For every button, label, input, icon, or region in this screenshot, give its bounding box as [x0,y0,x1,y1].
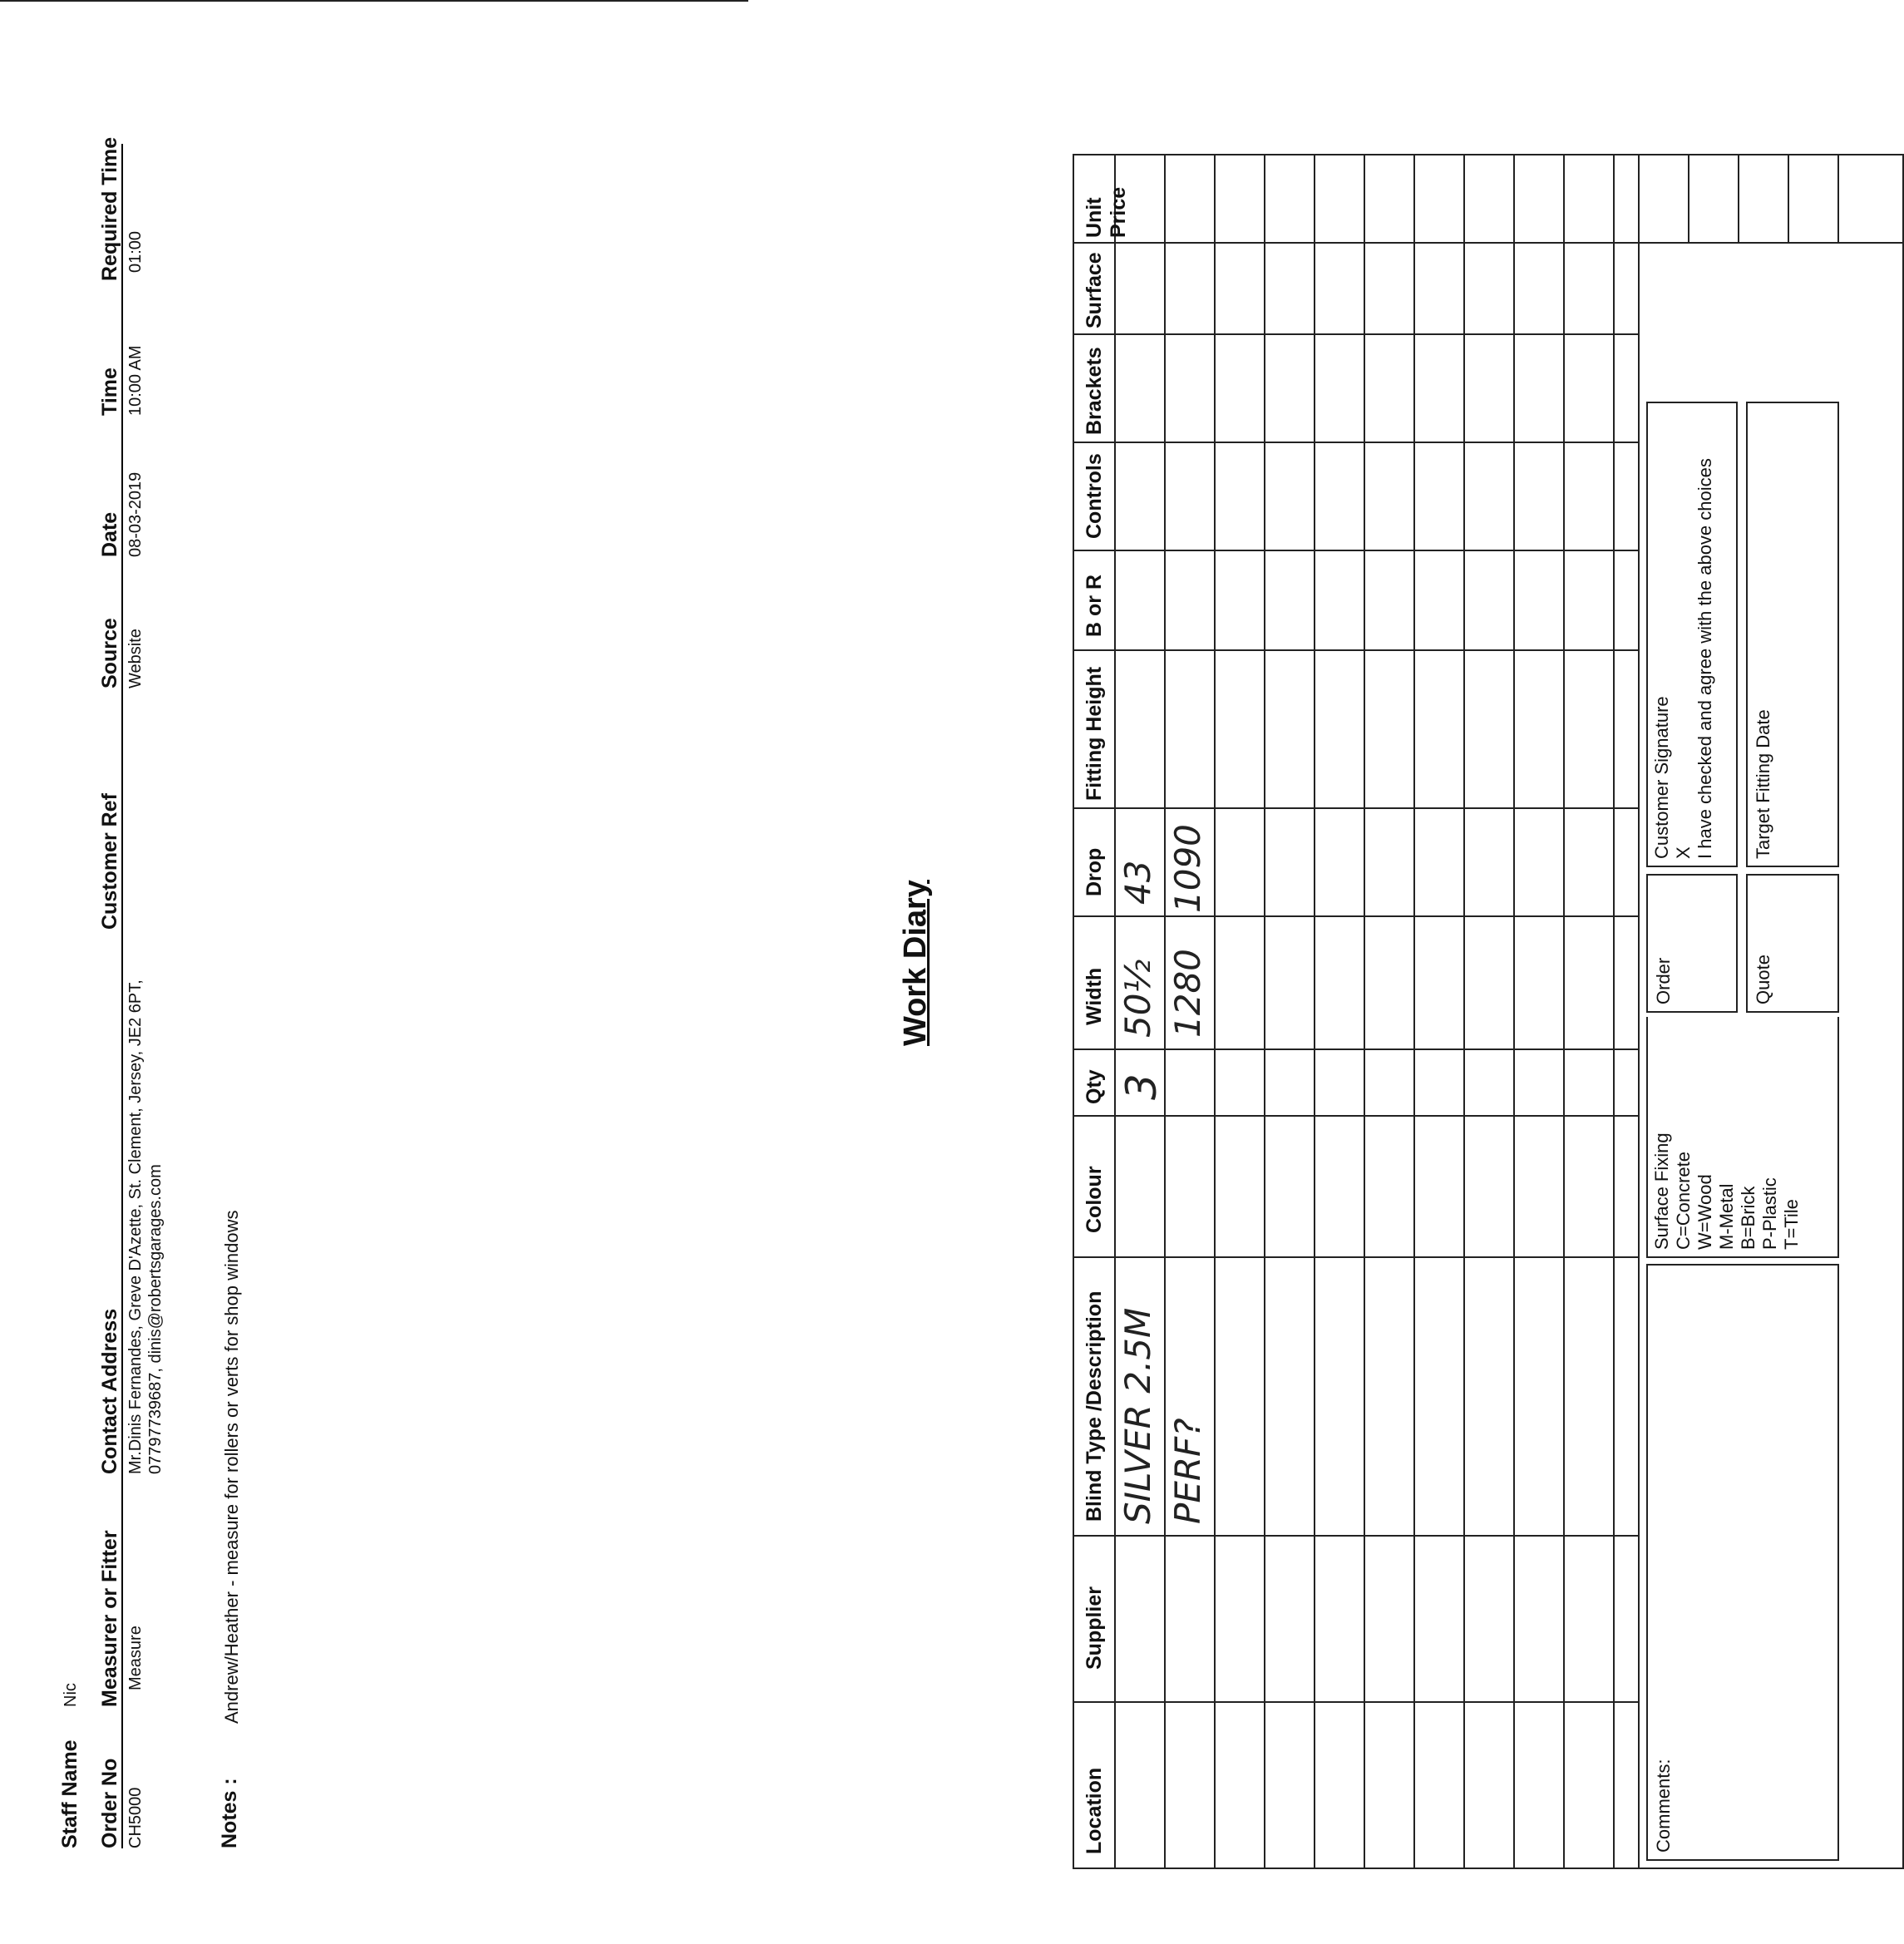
row-divider [1788,154,1789,244]
column-divider [1073,1701,1638,1703]
notes-label: Notes : [218,1778,241,1848]
table-border-top [1073,154,1074,1869]
col-head-unit-price: Unit Price [1083,186,1130,238]
header-underline [121,144,123,1848]
customer-signature-label: Customer Signature [1651,696,1672,859]
staff-name-label: Staff Name [58,1739,81,1848]
col-head-supplier: Supplier [1083,1586,1106,1670]
column-divider [1073,1115,1638,1117]
row-divider [1513,154,1515,1869]
order-no-label: Order No [98,1758,121,1848]
row-divider [1738,154,1739,244]
target-fitting-date-label: Target Fitting Date [1753,709,1773,859]
time-label: Time [98,368,121,416]
order-no-value: CH5000 [126,1787,145,1848]
required-time-label: Required Time [98,136,121,281]
notes-value: Andrew/Heather - measure for rollers or verts for shop windows [221,1210,242,1724]
col-head-width: Width [1083,967,1106,1025]
col-head-drop: Drop [1083,847,1106,896]
table-border-right [1073,154,1904,155]
comments-label: Comments: [1653,1759,1674,1853]
column-divider [1073,442,1638,443]
handwritten-description-row1: SILVER 2.5M [1117,1307,1158,1524]
row-divider [1638,154,1640,1869]
column-divider [1073,1535,1638,1537]
col-head-controls: Controls [1083,453,1106,539]
contact-address-line-1: Mr.Dinis Fernandes, Greve D'Azette, St. Clement, Jersey, JE2 6PT, [126,979,145,1474]
agreement-text: I have checked and agree with the above choices [1694,458,1715,859]
col-head-qty: Qty [1083,1069,1106,1104]
handwritten-width-row2: 1280 [1167,949,1208,1038]
signature-x-mark: X [1673,846,1694,859]
handwritten-drop-row1: 43 [1117,860,1158,905]
surface-fixing-metal: M-Metal [1716,1183,1737,1250]
date-label: Date [98,511,121,557]
page-title: Work Diary [898,880,933,1046]
quote-label: Quote [1753,955,1773,1004]
handwritten-description-row2: PERF? [1167,1418,1208,1524]
scan-edge-line [0,0,748,2]
column-divider [1073,649,1638,651]
col-head-location: Location [1083,1767,1106,1854]
column-divider [1073,915,1638,917]
source-label: Source [98,618,121,688]
time-value: 10:00 AM [126,345,145,416]
surface-fixing-title: Surface Fixing [1651,1132,1672,1250]
required-time-value: 01:00 [126,230,145,273]
date-value: 08-03-2019 [126,471,145,557]
table-border-left [1073,1868,1904,1869]
row-divider [1314,154,1315,1869]
col-head-brackets: Brackets [1083,347,1106,435]
row-divider [1688,154,1689,244]
contact-address-line-2: 07797739687, dinis@robertsgarages.com [146,1164,165,1474]
row-divider [1563,154,1565,1869]
column-divider [1073,807,1638,809]
row-divider [1413,154,1415,1869]
surface-fixing-wood: W=Wood [1694,1174,1715,1250]
col-head-fitting-height: Fitting Height [1083,666,1106,801]
source-value: Website [126,629,145,688]
column-divider [1073,1048,1638,1050]
customer-ref-label: Customer Ref [98,793,121,930]
surface-fixing-tile: T=Tile [1781,1199,1802,1250]
column-divider [1073,333,1638,335]
handwritten-qty-row1: 3 [1117,1073,1166,1100]
header-row-divider [1114,154,1116,1869]
items-table [1073,154,1904,1869]
comments-box [1646,1264,1839,1861]
surface-fixing-concrete: C=Concrete [1673,1151,1694,1250]
col-head-blind-type: Blind Type /Description [1083,1290,1106,1522]
order-box [1646,874,1738,1013]
col-head-colour: Colour [1083,1166,1106,1233]
column-divider [1073,242,1904,244]
measurer-value: Measure [126,1626,145,1690]
row-divider [1264,154,1265,1869]
handwritten-drop-row2: 1090 [1167,824,1208,913]
row-divider [1364,154,1365,1869]
row-divider [1214,154,1216,1869]
measurer-label: Measurer or Fitter [98,1530,121,1707]
column-divider [1073,550,1638,551]
target-fitting-date-box [1746,402,1839,867]
customer-signature-box [1646,402,1738,867]
col-head-surface: Surface [1083,252,1106,328]
row-divider [1837,154,1839,244]
order-label: Order [1653,957,1674,1004]
surface-fixing-box [1646,1017,1839,1258]
column-divider [1073,1256,1638,1258]
col-head-b-or-r: B or R [1083,575,1106,637]
surface-fixing-brick: B=Brick [1738,1186,1758,1250]
quote-box [1746,874,1839,1013]
contact-address-label: Contact Address [98,1308,121,1474]
handwritten-width-row1: 50½ [1117,959,1158,1038]
row-divider [1164,154,1166,1869]
surface-fixing-plastic: P-Plastic [1759,1177,1780,1250]
row-divider [1463,154,1465,1869]
staff-name-value: Nic [62,1683,80,1707]
row-divider [1613,154,1615,1869]
